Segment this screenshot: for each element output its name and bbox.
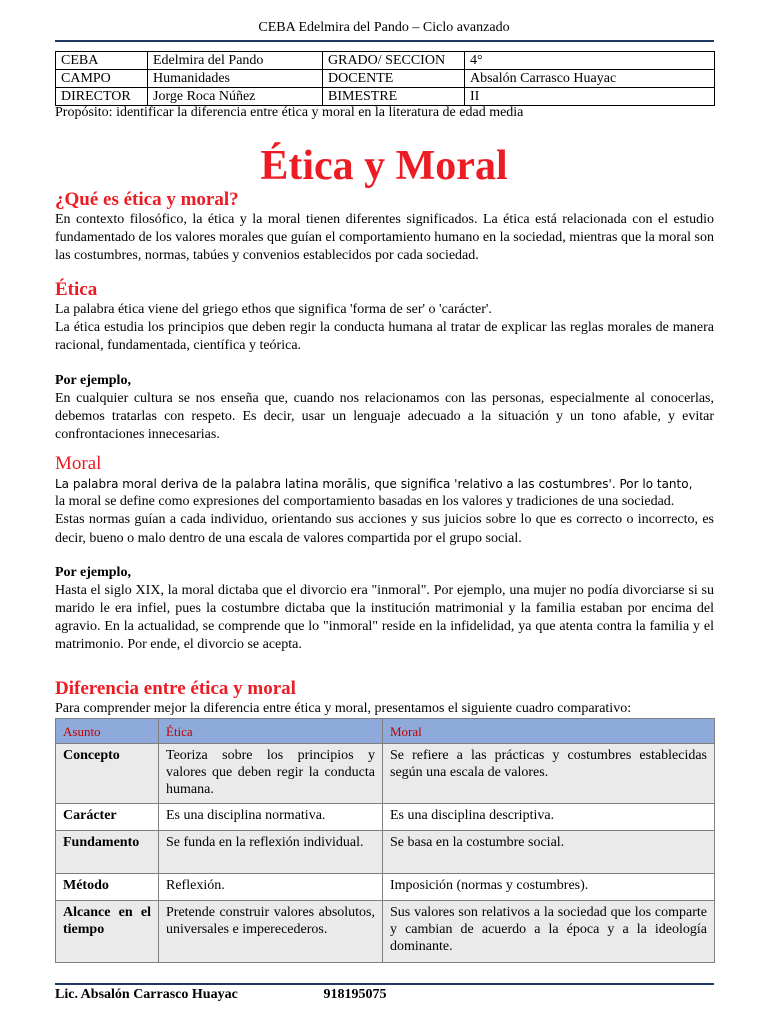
etica-section bbox=[55, 279, 714, 444]
row-label: Carácter bbox=[56, 804, 159, 831]
etica-example-label: Por ejemplo, bbox=[55, 372, 131, 388]
info-cell: CAMPO bbox=[56, 70, 148, 88]
diferencia-heading: Diferencia entre ética y moral bbox=[55, 678, 296, 699]
column-header-etica: Ética bbox=[159, 719, 383, 744]
info-row bbox=[56, 52, 715, 70]
header-divider bbox=[55, 40, 714, 42]
info-cell: Absalón Carrasco Huayac bbox=[465, 70, 715, 88]
table-row bbox=[56, 804, 715, 831]
intro-paragraph: En contexto filosófico, la ética y la moral tienen diferentes significados. La ética está relacionada con el estudio fundamentado de los valores morales que guían el comportamiento humano en la sociedad, mientras que la moral son las costumbres, normas, tabúes y convenios establecidos por cada sociedad. bbox=[55, 212, 714, 264]
info-cell: GRADO/ SECCION bbox=[323, 52, 465, 70]
moral-cell: Sus valores son relativos a la sociedad que los comparte y cambian de acuerdo a la época y a la ideología dominante. bbox=[383, 901, 715, 963]
page-footer bbox=[55, 987, 387, 1003]
table-row bbox=[56, 874, 715, 901]
moral-cell: Imposición (normas y costumbres). bbox=[383, 874, 715, 901]
etica-paragraph-2: La ética estudia los principios que deben regir la conducta humana al tratar de explicar las reglas morales de manera racional, fundamentada, científica y teórica. bbox=[55, 320, 714, 354]
etica-paragraph-1: La palabra ética viene del griego ethos que significa 'forma de ser' o 'carácter'. bbox=[55, 302, 492, 317]
page-header: CEBA Edelmira del Pando – Ciclo avanzado bbox=[258, 20, 510, 35]
info-cell: Jorge Roca Núñez bbox=[148, 88, 323, 106]
moral-example-label: Por ejemplo, bbox=[55, 564, 131, 580]
row-label: Fundamento bbox=[56, 831, 159, 874]
intro-heading: ¿Qué es ética y moral? bbox=[55, 189, 239, 210]
info-cell: 4° bbox=[465, 52, 715, 70]
info-cell: II bbox=[465, 88, 715, 106]
moral-heading: Moral bbox=[55, 453, 102, 474]
table-row bbox=[56, 831, 715, 874]
etica-cell: Reflexión. bbox=[159, 874, 383, 901]
info-row bbox=[56, 70, 715, 88]
table-row bbox=[56, 901, 715, 963]
moral-paragraph-1b: la moral se define como expresiones del comportamiento basadas en los valores y tradiciones de una sociedad. bbox=[55, 494, 675, 510]
moral-section bbox=[55, 453, 714, 655]
etica-heading: Ética bbox=[55, 279, 98, 300]
table-row bbox=[56, 744, 715, 804]
intro-section bbox=[55, 189, 714, 266]
column-header-moral: Moral bbox=[383, 719, 715, 744]
moral-paragraph-2: Estas normas guían a cada individuo, orientando sus acciones y sus juicios sobre lo que es correcto o incorrecto, es decir, bueno o malo dentro de una escala de valores compartida por el grupo social. bbox=[55, 512, 714, 546]
comparison-header-row bbox=[56, 719, 715, 744]
etica-cell: Es una disciplina normativa. bbox=[159, 804, 383, 831]
etica-cell: Teoriza sobre los principios y valores que deben regir la conducta humana. bbox=[159, 744, 383, 804]
moral-cell: Se basa en la costumbre social. bbox=[383, 831, 715, 874]
footer-phone: 918195075 bbox=[323, 987, 387, 1002]
info-table bbox=[55, 51, 715, 106]
row-label: Método bbox=[56, 874, 159, 901]
info-cell: CEBA bbox=[56, 52, 148, 70]
info-cell: BIMESTRE bbox=[323, 88, 465, 106]
footer-divider bbox=[55, 983, 714, 985]
info-cell: Humanidades bbox=[148, 70, 323, 88]
row-label: Alcance en el tiempo bbox=[56, 901, 159, 963]
info-cell: DIRECTOR bbox=[56, 88, 148, 106]
row-label: Concepto bbox=[56, 744, 159, 804]
comparison-table bbox=[55, 718, 715, 963]
etica-cell: Pretende construir valores absolutos, universales e imperecederos. bbox=[159, 901, 383, 963]
moral-example: Hasta el siglo XIX, la moral dictaba que el divorcio era "inmoral". Por ejemplo, una mujer no podía divorciarse si su marido le era infiel, pues la costumbre dictaba que la institución matrimonial y la familia estaban por encima del agravio. En la actualidad, se comprende que lo "inmoral" reside en la infidelidad, ya que atenta contra la familia y el matrimonio. Por ende, el divorcio se acepta. bbox=[55, 582, 714, 653]
etica-example: En cualquier cultura se nos enseña que, cuando nos relacionamos con las personas, especialmente al conocerlas, debemos tratarlas con respeto. Es decir, usar un lenguaje adecuado a la situación y un tono afable, y evitar confrontaciones innecesarias. bbox=[55, 390, 714, 443]
page-title: Ética y Moral bbox=[260, 143, 508, 189]
column-header-asunto: Asunto bbox=[56, 719, 159, 744]
moral-paragraph-1a: La palabra moral deriva de la palabra latina morālis, que significa 'relativo a las costumbres'. Por lo tanto, bbox=[55, 477, 693, 491]
moral-cell: Se refiere a las prácticas y costumbres establecidas según una escala de valores. bbox=[383, 744, 715, 804]
moral-cell: Es una disciplina descriptiva. bbox=[383, 804, 715, 831]
etica-cell: Se funda en la reflexión individual. bbox=[159, 831, 383, 874]
diferencia-intro: Para comprender mejor la diferencia entre ética y moral, presentamos el siguiente cuadro comparativo: bbox=[55, 701, 632, 716]
info-cell: DOCENTE bbox=[323, 70, 465, 88]
diferencia-section bbox=[55, 678, 714, 718]
purpose-line: Propósito: identificar la diferencia entre ética y moral en la literatura de edad media bbox=[55, 105, 524, 120]
footer-author: Lic. Absalón Carrasco Huayac bbox=[55, 987, 238, 1002]
info-cell: Edelmira del Pando bbox=[148, 52, 323, 70]
info-row bbox=[56, 88, 715, 106]
